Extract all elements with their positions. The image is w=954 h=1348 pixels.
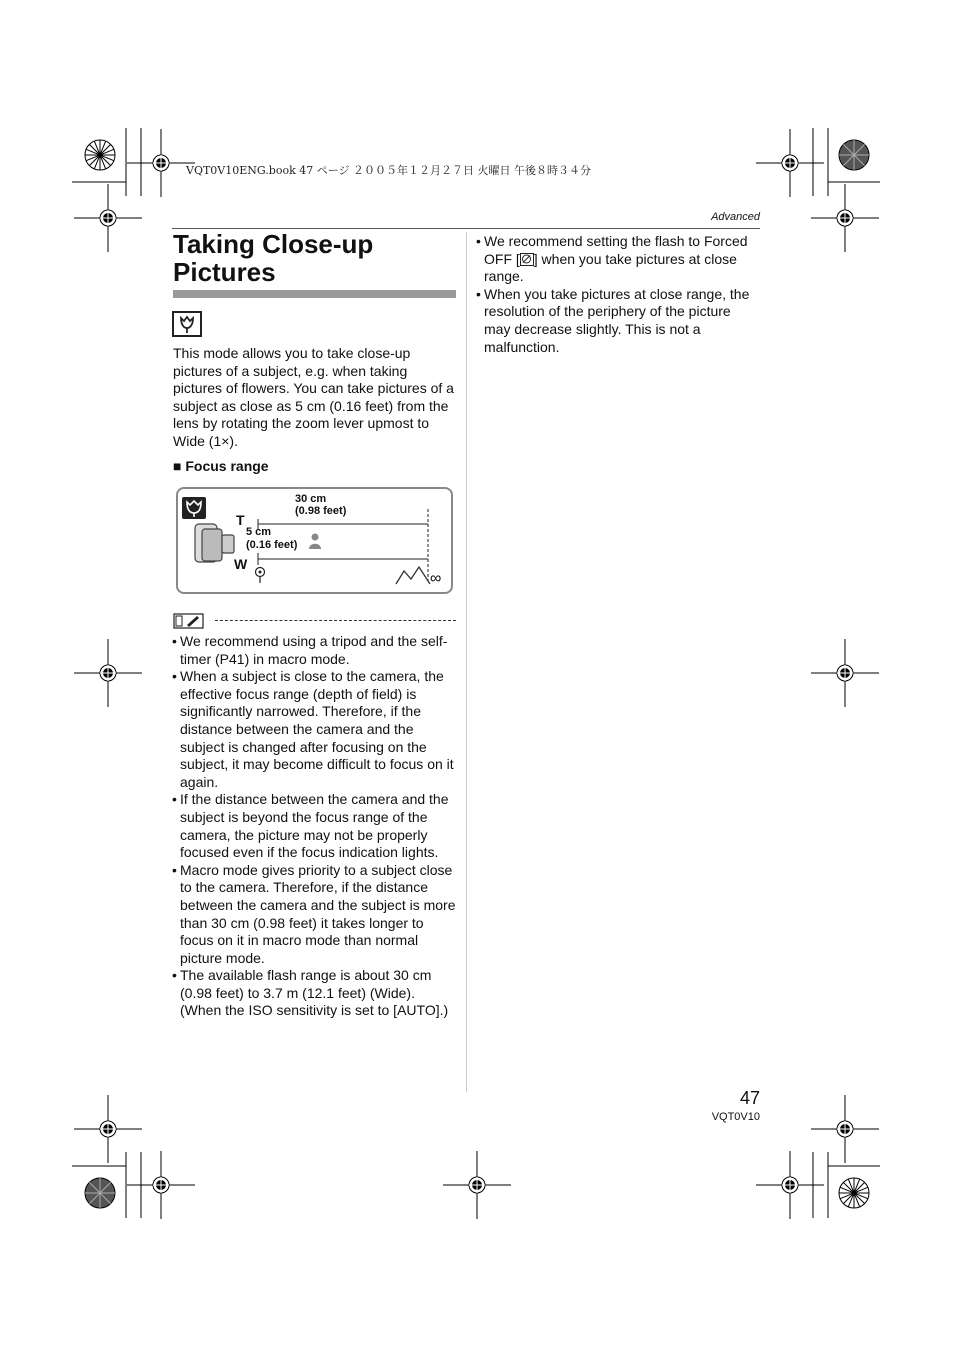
- tele-label: T: [236, 512, 245, 528]
- page-title: Taking Close-up Pictures: [173, 229, 374, 287]
- section-label: Advanced: [711, 211, 760, 223]
- note-icon: [173, 612, 205, 630]
- infinity-symbol: ∞: [430, 570, 442, 587]
- title-underline: [173, 290, 456, 298]
- column-divider: [466, 232, 467, 1092]
- wide-distance: 5 cm: [246, 526, 272, 538]
- notes-header: [173, 612, 456, 630]
- wide-distance-ft: (0.16 feet): [246, 539, 298, 551]
- flower-subject-icon: [256, 568, 265, 584]
- focus-range-diagram: [176, 487, 453, 594]
- list-item: • If the distance between the camera and the subject is beyond the focus range of the camera, the picture may not be properly focused even if the focus indication lights.: [172, 791, 456, 861]
- flower-icon: [174, 313, 200, 335]
- page-number: 47: [739, 1088, 760, 1108]
- macro-mode-icon: [172, 311, 202, 337]
- flash-note-start: We recommend setting the flash to Forced OFF [: [484, 233, 748, 267]
- camera-icon: [195, 524, 234, 562]
- flash-off-icon: [520, 253, 534, 266]
- list-item: • The available flash range is about 30 cm (0.98 feet) to 3.7 m (12.1 feet) (Wide). (When the ISO sensitivity is set to [AUTO].): [172, 967, 456, 1020]
- notes-list-right: [476, 233, 760, 356]
- tele-distance: 30 cm: [295, 493, 327, 505]
- list-item: • We recommend using a tripod and the self-timer (P41) in macro mode.: [172, 633, 456, 668]
- mountain-icon: [396, 567, 430, 584]
- list-item: • When a subject is close to the camera, the effective focus range (depth of field) is significantly narrowed. Therefore, if the distance between the camera and the subject is changed after focusing on the subject, it may become difficult to focus on it again.: [172, 668, 456, 791]
- tele-distance-ft: (0.98 feet): [295, 505, 347, 517]
- print-header: VQT0V10ENG.book 47 ページ ２００５年１２月２７日 火曜日 午後８時３４分: [186, 164, 591, 177]
- wide-label: W: [234, 556, 248, 572]
- notes-list-left: [172, 633, 456, 1020]
- intro-paragraph: This mode allows you to take close-up pictures of a subject, e.g. when taking pictures of flowers. You can take pictures of a subject as close as 5 cm (0.16 feet) from the lens by rotating the zoom lever upmost to Wide (1×).: [173, 345, 454, 449]
- flash-note-end: ] when you take pictures at close range.: [484, 250, 737, 285]
- person-icon: [309, 534, 321, 550]
- list-item: [476, 233, 760, 286]
- focus-range-heading: ■ Focus range: [173, 458, 269, 474]
- list-item: • Macro mode gives priority to a subject close to the camera. Therefore, if the distance between the camera and the subject is more than 30 cm (0.98 feet) it takes longer to focus on it in macro mode than normal picture mode.: [172, 862, 456, 968]
- list-item: • When you take pictures at close range, the resolution of the periphery of the picture may decrease slightly. This is not a malfunction.: [476, 286, 760, 356]
- notes-divider: [215, 620, 456, 621]
- model-code: VQT0V10: [711, 1111, 760, 1123]
